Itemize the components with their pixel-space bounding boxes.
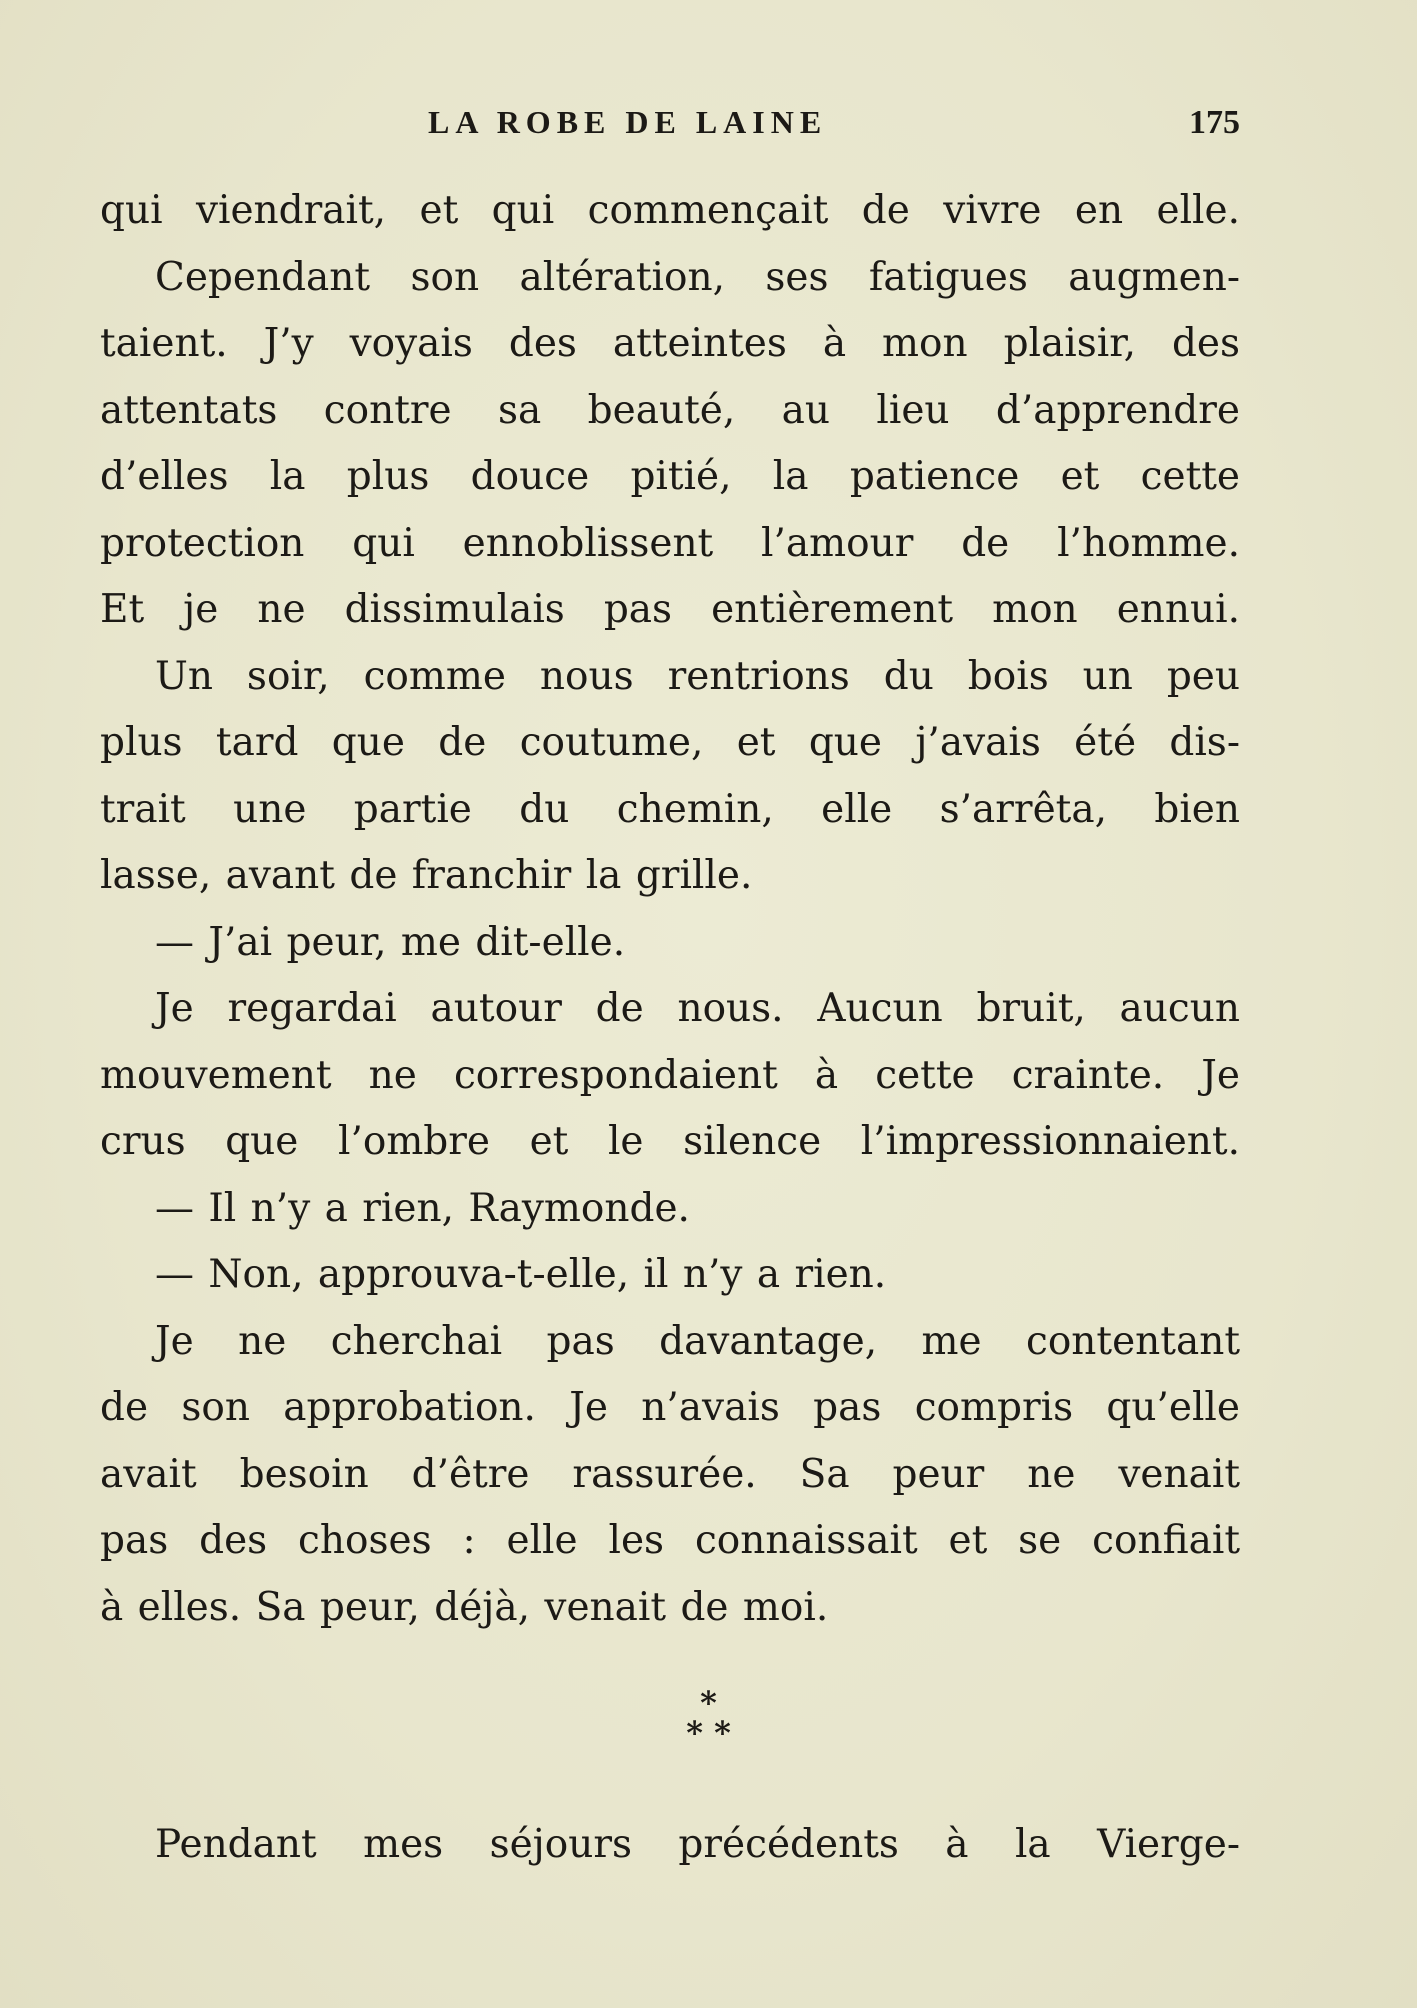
text-line: Un soir, comme nous rentrions du bois un peu [155, 653, 1240, 699]
text-line: qui viendrait, et qui commençait de vivre en elle. [100, 188, 1240, 233]
section-break-ornament [0, 1684, 1417, 1752]
text-line: lasse, avant de franchir la grille. [100, 853, 753, 898]
text-line: taient. J’y voyais des atteintes à mon plaisir, des [100, 321, 1240, 366]
running-title: LA ROBE DE LAINE [428, 104, 828, 140]
text-line: attentats contre sa beauté, au lieu d’apprendre [100, 387, 1240, 433]
text-line: mouvement ne correspondaient à cette crainte. Je [100, 1052, 1240, 1098]
text-line: Je regardai autour de nous. Aucun bruit, aucun [155, 986, 1240, 1031]
text-line: à elles. Sa peur, déjà, venait de moi. [100, 1584, 829, 1630]
text-line: trait une partie du chemin, elle s’arrêta, bien [100, 786, 1240, 832]
page-header [100, 104, 1240, 154]
next-paragraph-line: Pendant mes séjours précédents à la Vierge- [155, 1822, 1240, 1867]
text-line: avait besoin d’être rassurée. Sa peur ne venait [100, 1451, 1240, 1497]
text-line: Je ne cherchai pas davantage, me contentant [155, 1318, 1240, 1364]
next-paragraph [100, 1812, 1240, 1879]
ornament-top-asterisk: * [700, 1684, 717, 1722]
text-line: Et je ne dissimulais pas entièrement mon ennui. [100, 587, 1240, 632]
text-line: — J’ai peur, me dit-elle. [155, 919, 626, 965]
text-line: — Il n’y a rien, Raymonde. [155, 1185, 690, 1231]
text-line: de son approbation. Je n’avais pas compris qu’elle [100, 1385, 1240, 1430]
text-line: — Non, approuva-t-elle, il n’y a rien. [155, 1252, 887, 1297]
text-line: Cependant son altération, ses fatigues augmen- [155, 254, 1240, 300]
text-line: crus que l’ombre et le silence l’impressionnaient. [100, 1119, 1240, 1164]
text-line: pas des choses : elle les connaissait et se confiait [100, 1518, 1240, 1563]
text-line: plus tard que de coutume, et que j’avais été dis- [100, 720, 1240, 765]
page-number: 175 [1189, 104, 1240, 141]
text-line: d’elles la plus douce pitié, la patience et cette [100, 454, 1240, 499]
ornament-bottom-asterisks: * * [686, 1714, 731, 1752]
text-line: protection qui ennoblissent l’amour de l’homme. [100, 520, 1240, 566]
body-text [100, 178, 1240, 1641]
